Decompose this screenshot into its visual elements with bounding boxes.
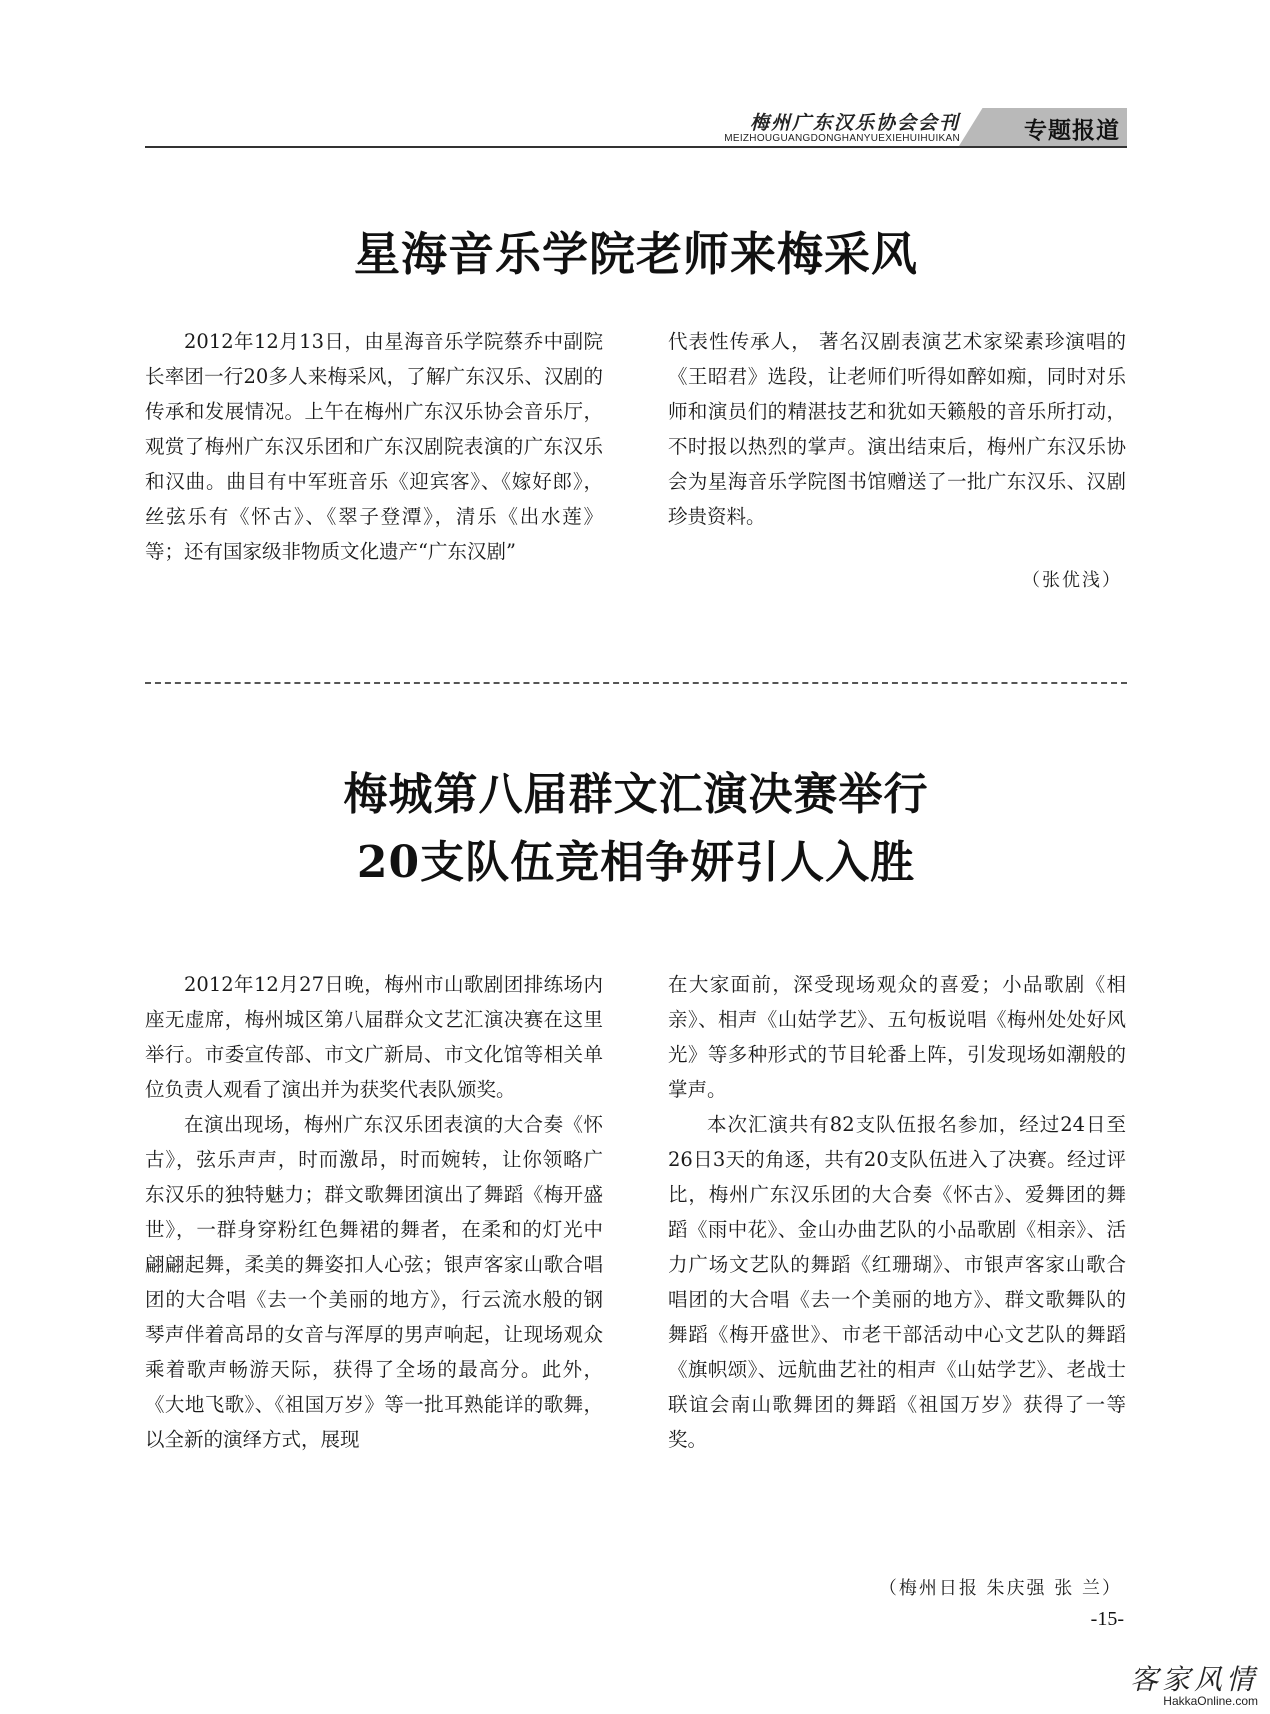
article-divider xyxy=(145,682,1127,684)
article2-right-column xyxy=(668,967,1126,1457)
article2-left-column xyxy=(145,967,603,1457)
article2-title-line2: 20支队伍竞相争妍引人入胜 xyxy=(356,837,916,888)
watermark-logo: 客家风情 xyxy=(1129,1663,1258,1696)
article2-paragraph: 本次汇演共有82支队伍报名参加，经过24日至26日3天的角逐，共有20支队伍进入了决赛。经过评比，梅州广东汉乐团的大合奏《怀古》、爱舞团的舞蹈《雨中花》、金山办曲艺队的小品歌剧《相亲》、活力广场文艺队的舞蹈《红珊瑚》、市银声客家山歌合唱团的大合唱《去一个美丽的地方》、群文歌舞队的舞蹈《梅开盛世》、市老干部活动中心文艺队的舞蹈《旗帜颂》、远航曲艺社的相声《山姑学艺》、老战士联谊会南山歌舞团的舞蹈《祖国万岁》获得了一等奖。 xyxy=(668,1113,1126,1451)
article1-byline: （张优浅） xyxy=(1022,570,1122,591)
journal-pinyin: MEIZHOUGUANGDONGHANYUEXIEHUIHUIKAN xyxy=(724,133,960,144)
article2-paragraph: 在演出现场，梅州广东汉乐团表演的大合奏《怀古》，弦乐声声，时而激昂，时而婉转，让你领略广东汉乐的独特魅力；群文歌舞团演出了舞蹈《梅开盛世》，一群身穿粉红色舞裙的舞者，在柔和的灯光中翩翩起舞，柔美的舞姿扣人心弦；银声客家山歌合唱团的大合唱《去一个美丽的地方》，行云流水般的钢琴声伴着高昂的女音与浑厚的男声响起，让现场观众乘着歌声畅游天际，获得了全场的最高分。此外，《大地飞歌》、《祖国万岁》等一批耳熟能详的歌舞，以全新的演绎方式，展现 xyxy=(145,1113,603,1451)
article2-paragraph: 在大家面前，深受现场观众的喜爱；小品歌剧《相亲》、相声《山姑学艺》、五句板说唱《梅州处处好风光》等多种形式的节目轮番上阵，引发现场如潮般的掌声。 xyxy=(668,973,1126,1101)
page-number: -15- xyxy=(1090,1608,1124,1630)
article1-left-column xyxy=(145,324,603,569)
section-label: 专题报道 xyxy=(1024,118,1120,144)
article1-paragraph: 代表性传承人， 著名汉剧表演艺术家梁素珍演唱的《王昭君》选段，让老师们听得如醉如痴，同时对乐师和演员们的精湛技艺和犹如天籁般的音乐所打动，不时报以热烈的掌声。演出结束后，梅州广东汉乐协会为星海音乐学院图书馆赠送了一批广东汉乐、汉剧珍贵资料。 xyxy=(668,330,1126,528)
article1-paragraph: 2012年12月13日，由星海音乐学院蔡乔中副院长率团一行20多人来梅采风，了解广东汉乐、汉剧的传承和发展情况。上午在梅州广东汉乐协会音乐厅，观赏了梅州广东汉乐团和广东汉剧院表演的广东汉乐和汉曲。曲目有中军班音乐《迎宾客》、《嫁好郎》，丝弦乐有《怀古》、《翠子登潭》，清乐《出水莲》等；还有国家级非物质文化遗产“广东汉剧” xyxy=(145,330,603,563)
header-rule xyxy=(145,146,1127,148)
watermark-site: HakkaOnline.com xyxy=(1163,1694,1258,1708)
article1-right-column xyxy=(668,324,1126,534)
article2-byline: （梅州日报 朱庆强 张 兰） xyxy=(878,1578,1122,1599)
article2-paragraph: 2012年12月27日晚，梅州市山歌剧团排练场内座无虚席，梅州城区第八届群众文艺汇演决赛在这里举行。市委宣传部、市文广新局、市文化馆等相关单位负责人观看了演出并为获奖代表队颁奖。 xyxy=(145,973,603,1101)
article1-title: 星海音乐学院老师来梅采风 xyxy=(354,227,918,281)
article2-title-line1: 梅城第八届群文汇演决赛举行 xyxy=(343,769,929,820)
journal-name: 梅州广东汉乐协会会刊 xyxy=(749,112,960,134)
